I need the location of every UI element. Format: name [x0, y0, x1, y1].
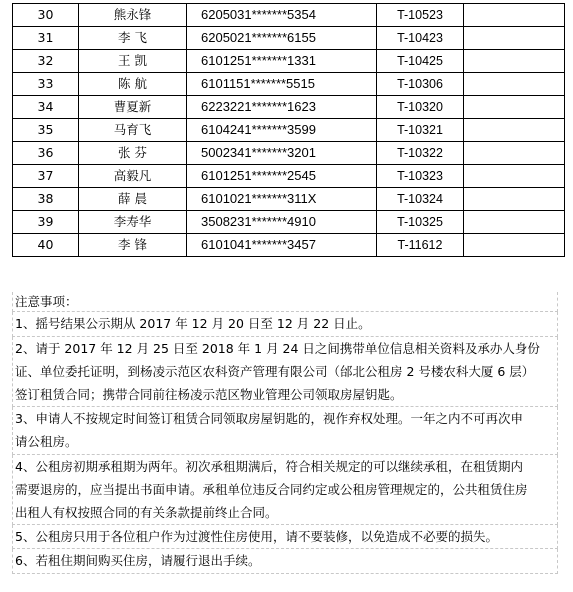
table-row: [13, 4, 565, 27]
cell-room: T-10325: [377, 211, 464, 234]
cell-room: T-10523: [377, 4, 464, 27]
note-item: [12, 455, 558, 525]
note-line: 1、摇号结果公示期从 2017 年 12 月 20 日至 12 月 22 日止。: [15, 316, 371, 331]
lottery-result-table: [12, 3, 565, 257]
cell-id-number: [187, 119, 377, 142]
cell-number: 32: [13, 50, 79, 73]
cell-room: T-10425: [377, 50, 464, 73]
note-line: 6、若租住期间购买住房，请履行退出手续。: [15, 553, 261, 568]
cell-blank: [464, 73, 565, 96]
note-line: 5、公租房只用于各位租户作为过渡性住房使用，请不要装修，以免造成不必要的损失。: [15, 528, 498, 544]
cell-room: T-10320: [377, 96, 464, 119]
cell-number: 40: [13, 234, 79, 257]
table-row: [13, 96, 565, 119]
notes-section: [12, 292, 558, 574]
cell-blank: [464, 211, 565, 234]
id-number-text: 6101251*******1331: [201, 53, 316, 68]
cell-blank: [464, 165, 565, 188]
cell-blank: [464, 96, 565, 119]
cell-name: 熊永锋: [79, 4, 187, 27]
cell-number: 35: [13, 119, 79, 142]
notes-title-text: 注意事项：: [15, 294, 78, 309]
note-line: 3、申请人不按规定时间签订租赁合同领取房屋钥匙的，视作弃权处理。一年之内不可再次申: [15, 410, 523, 426]
cell-name: 曹夏新: [79, 96, 187, 119]
cell-blank: [464, 234, 565, 257]
cell-blank: [464, 142, 565, 165]
cell-number: 39: [13, 211, 79, 234]
cell-name: 马育飞: [79, 119, 187, 142]
table-row: [13, 188, 565, 211]
cell-room: T-10323: [377, 165, 464, 188]
cell-id-number: [187, 73, 377, 96]
note-line: 需要退房的，应当提出书面申请。承租单位违反合同约定或公租房管理规定的，公共租赁住房: [15, 481, 528, 497]
table-row: [13, 211, 565, 234]
cell-id-number: [187, 165, 377, 188]
id-number-text: 6205031*******5354: [201, 7, 316, 22]
cell-name: 高毅凡: [79, 165, 187, 188]
note-item: [12, 407, 558, 455]
table-row: [13, 165, 565, 188]
cell-name: 陈 航: [79, 73, 187, 96]
note-item: [12, 337, 558, 407]
cell-name: 李 锋: [79, 234, 187, 257]
cell-room: T-10306: [377, 73, 464, 96]
table-row: [13, 27, 565, 50]
cell-id-number: [187, 50, 377, 73]
cell-room: T-10322: [377, 142, 464, 165]
note-line: 2、请于 2017 年 12 月 25 日至 2018 年 1 月 24 日之间携带单位信息相关资料及承办人身份: [15, 340, 540, 356]
cell-room: T-11612: [377, 234, 464, 257]
cell-id-number: [187, 211, 377, 234]
notes-list: [12, 312, 558, 574]
cell-number: 33: [13, 73, 79, 96]
table-row: [13, 234, 565, 257]
note-line: 证、单位委托证明，到杨凌示范区农科资产管理有限公司（邰北公租房 2 号楼农科大厦 6 层）: [15, 363, 535, 379]
cell-room: T-10423: [377, 27, 464, 50]
id-number-text: 6101251*******2545: [201, 168, 316, 183]
cell-name: 薛 晨: [79, 188, 187, 211]
cell-number: 36: [13, 142, 79, 165]
note-line: 4、公租房初期承租期为两年。初次承租期满后，符合相关规定的可以继续承租，在租赁期内: [15, 458, 523, 474]
notes-title: [12, 292, 558, 312]
cell-blank: [464, 4, 565, 27]
cell-blank: [464, 50, 565, 73]
note-item: [12, 549, 558, 574]
id-number-text: 6104241*******3599: [201, 122, 316, 137]
cell-id-number: [187, 188, 377, 211]
table-body: [13, 4, 565, 257]
cell-id-number: [187, 4, 377, 27]
id-number-text: 6205021*******6155: [201, 30, 316, 45]
cell-number: 31: [13, 27, 79, 50]
cell-number: 38: [13, 188, 79, 211]
note-line: 签订租赁合同；携带合同前往杨凌示范区物业管理公司领取房屋钥匙。: [15, 386, 403, 402]
note-line: 出租人有权按照合同的有关条款提前终止合同。: [15, 504, 278, 520]
note-item: [12, 525, 558, 550]
id-number-text: 6101021*******311X: [201, 191, 317, 206]
id-number-text: 5002341*******3201: [201, 145, 316, 160]
cell-name: 李 飞: [79, 27, 187, 50]
cell-name: 张 芬: [79, 142, 187, 165]
note-line: 请公租房。: [15, 434, 78, 449]
cell-room: T-10324: [377, 188, 464, 211]
id-number-text: 6101151*******5515: [201, 76, 315, 91]
cell-blank: [464, 188, 565, 211]
cell-number: 37: [13, 165, 79, 188]
cell-number: 30: [13, 4, 79, 27]
cell-room: T-10321: [377, 119, 464, 142]
id-number-text: 3508231*******4910: [201, 214, 316, 229]
id-number-text: 6223221*******1623: [201, 99, 316, 114]
id-number-text: 6101041*******3457: [201, 237, 316, 252]
cell-blank: [464, 27, 565, 50]
note-item: [12, 312, 558, 337]
table-row: [13, 119, 565, 142]
cell-id-number: [187, 234, 377, 257]
table-row: [13, 142, 565, 165]
cell-number: 34: [13, 96, 79, 119]
cell-blank: [464, 119, 565, 142]
cell-id-number: [187, 96, 377, 119]
cell-id-number: [187, 142, 377, 165]
table-row: [13, 73, 565, 96]
cell-name: 王 凯: [79, 50, 187, 73]
table-row: [13, 50, 565, 73]
cell-id-number: [187, 27, 377, 50]
cell-name: 李寿华: [79, 211, 187, 234]
